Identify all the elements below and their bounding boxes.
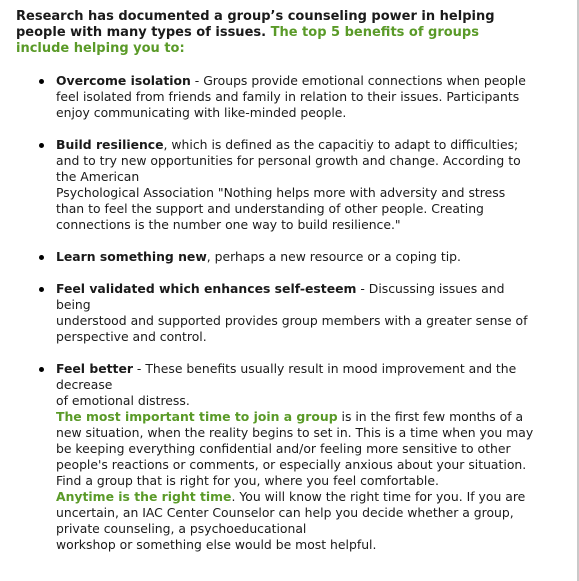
bullet-icon [39,79,44,84]
bullet-icon [39,287,44,292]
important-time-heading: The most important time to join a group [56,409,338,424]
anytime-paragraph [56,489,536,537]
benefits-list [16,73,536,553]
benefit-title: Learn something new [56,249,207,264]
important-time-text: is in the first few months of a new situation, when the reality begins to set in. This is a time when you may be keeping everything confidential and/or feeling more sensitive to other people's reactions or comments, or especially anxious about your situation. Find a group that is right for you, where you feel comfortable. [56,409,534,488]
benefit-text: , perhaps a new resource or a coping tip. [206,249,461,264]
benefit-title: Overcome isolation [56,73,191,88]
important-time-paragraph [56,409,536,489]
benefit-item-overcome-isolation [16,73,536,121]
benefit-text-continued: Psychological Association "Nothing helps more with adversity and stress than to feel the support and understanding of other people. Creating connections is the number one way to build resilience." [56,185,506,232]
intro-text: Research has documented a group’s counseling power in helping people with many types of issues. [16,9,495,40]
anytime-heading: Anytime is the right time [56,489,232,504]
benefit-text-continued: of emotional distress. [56,393,190,408]
benefit-item-learn-something-new [16,249,536,265]
benefit-item-build-resilience [16,137,536,233]
benefit-title: Feel validated which enhances self-esteem [56,281,357,296]
article-content [16,9,536,553]
intro-highlight: The top 5 benefits of groups include helping you to: [16,25,479,56]
benefit-text: - These benefits usually result in mood improvement and the decrease [56,361,517,392]
anytime-text-continued: workshop or something else would be most helpful. [56,537,377,552]
benefit-text: , which is defined as the capacitiy to adapt to difficulties; and to try new opportunities for personal growth and change. According to the American [56,137,521,184]
bullet-icon [39,255,44,260]
benefit-title: Build resilience [56,137,164,152]
benefit-title: Feel better [56,361,133,376]
bullet-icon [39,143,44,148]
benefit-text-continued: understood and supported provides group members with a greater sense of perspective and control. [56,313,528,344]
bullet-icon [39,367,44,372]
benefit-text: - Groups provide emotional connections when people feel isolated from friends and family in relation to their issues. Participants enjoy communicating with like-minded people. [56,73,526,120]
benefit-item-feel-validated [16,281,536,345]
intro-paragraph [16,9,536,57]
benefit-item-feel-better [16,361,536,553]
anytime-text: . You will know the right time for you. If you are uncertain, an IAC Center Counselor can help you decide whether a group, private counseling, a psychoeducational [56,489,526,536]
benefit-text: - Discussing issues and being [56,281,505,312]
